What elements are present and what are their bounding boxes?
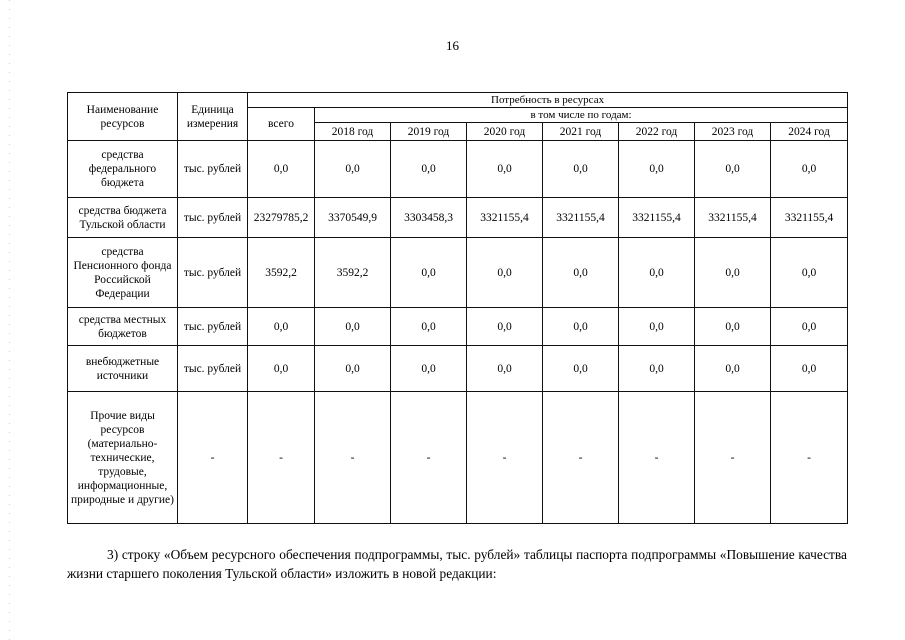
total-value-cell: 23279785,2	[248, 198, 315, 238]
header-year: 2019 год	[391, 123, 467, 141]
total-value-cell: -	[248, 392, 315, 524]
year-value-cell: 0,0	[315, 308, 391, 346]
year-value-cell: 3303458,3	[391, 198, 467, 238]
resource-name-cell: средства бюджета Тульской области	[68, 198, 178, 238]
year-value-cell: 0,0	[771, 308, 848, 346]
header-need: Потребность в ресурсах	[248, 93, 848, 108]
header-unit: Единица измерения	[178, 93, 248, 141]
year-value-cell: 0,0	[695, 141, 771, 198]
header-name: Наименование ресурсов	[68, 93, 178, 141]
year-value-cell: 0,0	[771, 238, 848, 308]
resource-name-cell: средства федерального бюджета	[68, 141, 178, 198]
year-value-cell: 0,0	[695, 346, 771, 392]
unit-cell: тыс. рублей	[178, 308, 248, 346]
header-year: 2020 год	[467, 123, 543, 141]
header-year: 2018 год	[315, 123, 391, 141]
resource-name-cell: Прочие виды ресурсов (материально-технические, трудовые, информационные, природные и другие)	[68, 392, 178, 524]
year-value-cell: 3321155,4	[695, 198, 771, 238]
year-value-cell: 3321155,4	[619, 198, 695, 238]
year-value-cell: 0,0	[467, 346, 543, 392]
year-value-cell: -	[543, 392, 619, 524]
scan-margin-dots	[9, 0, 10, 640]
unit-cell: тыс. рублей	[178, 238, 248, 308]
year-value-cell: 0,0	[391, 238, 467, 308]
header-total: всего	[248, 108, 315, 141]
year-value-cell: 3321155,4	[771, 198, 848, 238]
year-value-cell: -	[315, 392, 391, 524]
header-year: 2023 год	[695, 123, 771, 141]
unit-cell: тыс. рублей	[178, 198, 248, 238]
year-value-cell: 3592,2	[315, 238, 391, 308]
year-value-cell: 0,0	[619, 141, 695, 198]
header-by-years: в том числе по годам:	[315, 108, 848, 123]
year-value-cell: -	[771, 392, 848, 524]
resource-name-cell: внебюджетные источники	[68, 346, 178, 392]
year-value-cell: 0,0	[315, 346, 391, 392]
table-row	[68, 346, 848, 392]
header-year: 2021 год	[543, 123, 619, 141]
year-value-cell: 0,0	[391, 141, 467, 198]
year-value-cell: 0,0	[467, 238, 543, 308]
table-row	[68, 392, 848, 524]
year-value-cell: 0,0	[391, 346, 467, 392]
year-value-cell: 0,0	[543, 308, 619, 346]
header-year: 2022 год	[619, 123, 695, 141]
year-value-cell: -	[695, 392, 771, 524]
year-value-cell: 3321155,4	[543, 198, 619, 238]
total-value-cell: 3592,2	[248, 238, 315, 308]
year-value-cell: 0,0	[391, 308, 467, 346]
resource-name-cell: средства Пенсионного фонда Российской Федерации	[68, 238, 178, 308]
year-value-cell: 0,0	[315, 141, 391, 198]
year-value-cell: 0,0	[695, 238, 771, 308]
table-row	[68, 238, 848, 308]
year-value-cell: 0,0	[543, 346, 619, 392]
year-value-cell: -	[619, 392, 695, 524]
year-value-cell: 0,0	[467, 141, 543, 198]
resource-name-cell: средства местных бюджетов	[68, 308, 178, 346]
table-row	[68, 141, 848, 198]
table-row	[68, 198, 848, 238]
year-value-cell: 0,0	[619, 308, 695, 346]
total-value-cell: 0,0	[248, 346, 315, 392]
body-paragraph: 3) строку «Объем ресурсного обеспечения подпрограммы, тыс. рублей» таблицы паспорта подпрограммы «Повышение качества жизни старшего поколения Тульской области» изложить в новой редакции:	[67, 547, 847, 581]
resources-table	[67, 92, 848, 524]
year-value-cell: 0,0	[771, 346, 848, 392]
unit-cell: тыс. рублей	[178, 346, 248, 392]
year-value-cell: 3321155,4	[467, 198, 543, 238]
total-value-cell: 0,0	[248, 141, 315, 198]
unit-cell: -	[178, 392, 248, 524]
year-value-cell: 0,0	[619, 238, 695, 308]
year-value-cell: 0,0	[771, 141, 848, 198]
year-value-cell: 0,0	[695, 308, 771, 346]
header-year: 2024 год	[771, 123, 848, 141]
year-value-cell: 3370549,9	[315, 198, 391, 238]
year-value-cell: -	[391, 392, 467, 524]
year-value-cell: 0,0	[543, 238, 619, 308]
year-value-cell: 0,0	[467, 308, 543, 346]
table-row	[68, 308, 848, 346]
unit-cell: тыс. рублей	[178, 141, 248, 198]
year-value-cell: -	[467, 392, 543, 524]
year-value-cell: 0,0	[543, 141, 619, 198]
page-number: 16	[446, 38, 459, 53]
total-value-cell: 0,0	[248, 308, 315, 346]
year-value-cell: 0,0	[619, 346, 695, 392]
